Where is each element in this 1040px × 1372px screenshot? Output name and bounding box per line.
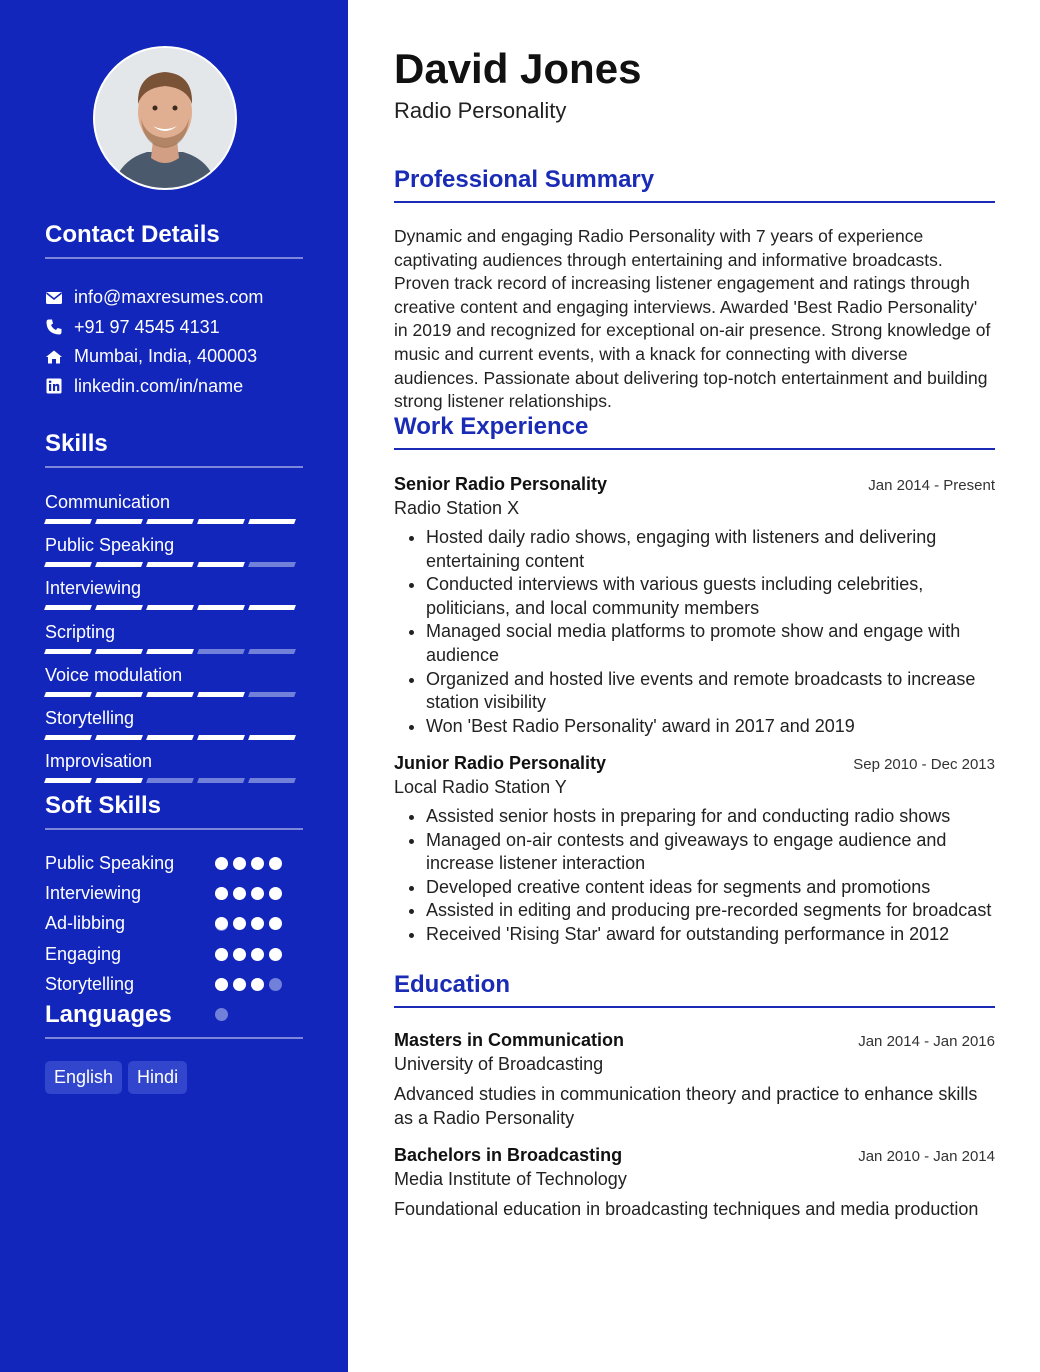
contact-email-text: info@maxresumes.com (74, 287, 264, 308)
skill-level-segment (146, 519, 194, 524)
contact-address (45, 342, 303, 372)
skill-level-segment (44, 692, 92, 697)
skill-level-segment (44, 649, 92, 654)
soft-skill-rating (215, 948, 282, 961)
soft-skill-item (45, 878, 303, 908)
job-bullet: • Managed social media platforms to promote show and engage with audience (426, 620, 995, 667)
skill-level-segment (146, 605, 194, 610)
rating-dot (233, 948, 246, 961)
contact-email[interactable] (45, 283, 303, 313)
rating-dot (215, 857, 228, 870)
skill-item (45, 663, 303, 706)
skill-name: Public Speaking (45, 535, 175, 556)
job-title: Junior Radio Personality (394, 753, 607, 773)
education-description: Foundational education in broadcasting techniques and media production (394, 1199, 979, 1219)
skill-level-bar (45, 605, 303, 610)
job-company: Local Radio Station Y (394, 777, 567, 797)
profile-photo (93, 46, 237, 190)
skills-section (45, 430, 303, 792)
rating-dot (269, 917, 282, 930)
school-name: University of Broadcasting (394, 1054, 604, 1074)
degree-title: Bachelors in Broadcasting (394, 1145, 623, 1165)
language-tags (45, 1061, 303, 1094)
skill-level-segment (44, 778, 92, 783)
job-bullet: • Developed creative content ideas for segments and promotions (426, 876, 995, 900)
skill-item (45, 706, 303, 749)
home-icon (45, 348, 63, 366)
skills-list (45, 490, 303, 792)
skill-level-segment (44, 519, 92, 524)
soft-skill-rating (215, 857, 282, 870)
job-bullet: • Organized and hosted live events and remote broadcasts to increase station visibility (426, 668, 995, 715)
job-dates: Jan 2014 - Present (868, 477, 995, 494)
skill-level-segment (197, 562, 245, 567)
soft-skills-section (45, 792, 303, 999)
skill-level-segment (44, 562, 92, 567)
skill-level-bar (45, 519, 303, 524)
summary-text: Dynamic and engaging Radio Personality with 7 years of experience captivating audiences through entertaining and informative broadcasts. Proven track record of increasing listener engagement and ratings through creative content and engaging interviews. Awarded 'Best Radio Personality' in 2019 and recognized for exceptional on-air presence. Strong knowledge of music and current events, with a knack for connecting with diverse audiences. Passionate about delivering top-notch entertainment and building strong listener relationships. (394, 226, 991, 412)
rating-dot (215, 887, 228, 900)
job-dates: Sep 2010 - Dec 2013 (853, 756, 995, 773)
soft-skill-name: Engaging (45, 943, 122, 964)
education-dates: Jan 2014 - Jan 2016 (858, 1033, 995, 1050)
soft-skill-item (45, 939, 303, 969)
skill-level-segment (146, 692, 194, 697)
contact-phone-text: +91 97 4545 4131 (74, 316, 220, 337)
candidate-title: Radio Personality (394, 98, 567, 123)
contact-phone[interactable] (45, 313, 303, 343)
skill-name: Storytelling (45, 707, 135, 728)
rating-dot (269, 978, 282, 991)
experience-heading: Work Experience (394, 413, 995, 450)
rating-dot (215, 948, 228, 961)
skill-level-segment (44, 735, 92, 740)
language-tag: Hindi (128, 1061, 187, 1094)
rating-dot (269, 857, 282, 870)
languages-heading: Languages (45, 1001, 303, 1039)
skills-heading: Skills (45, 430, 303, 468)
skill-level-segment (197, 605, 245, 610)
skill-level-segment (95, 519, 143, 524)
languages-section (45, 1001, 303, 1094)
soft-skill-name: Interviewing (45, 882, 142, 903)
skill-level-segment (146, 649, 194, 654)
job-bullet: • Received 'Rising Star' award for outstanding performance in 2012 (426, 923, 995, 947)
soft-skill-rating (215, 917, 282, 930)
rating-dot (251, 978, 264, 991)
school-name: Media Institute of Technology (394, 1169, 627, 1189)
job-bullet: • Assisted senior hosts in preparing for and conducting radio shows (426, 805, 995, 829)
skill-level-segment (248, 735, 296, 740)
rating-dot (215, 917, 228, 930)
skill-level-segment (197, 735, 245, 740)
education-entry (394, 1145, 995, 1222)
skill-level-segment (146, 778, 194, 783)
linkedin-icon (45, 377, 63, 395)
skill-level-segment (146, 735, 194, 740)
skill-level-segment (197, 778, 245, 783)
rating-dot (251, 948, 264, 961)
soft-skill-name: Ad-libbing (45, 913, 126, 934)
skill-level-bar (45, 778, 303, 783)
language-tag: English (45, 1061, 122, 1094)
education-entry (394, 1030, 995, 1130)
candidate-name: David Jones (394, 45, 642, 92)
skill-name: Improvisation (45, 751, 153, 772)
skill-level-segment (95, 778, 143, 783)
skill-item (45, 749, 303, 792)
education-dates: Jan 2010 - Jan 2014 (858, 1148, 995, 1165)
job-entry (394, 474, 995, 738)
job-bullet: • Managed on-air contests and giveaways to engage audience and increase listener interaction (426, 829, 995, 876)
envelope-icon (45, 289, 63, 307)
education-heading: Education (394, 971, 995, 1008)
skill-level-bar (45, 649, 303, 654)
skill-level-bar (45, 692, 303, 697)
skill-level-segment (197, 519, 245, 524)
skill-level-segment (248, 649, 296, 654)
job-bullets (394, 805, 995, 947)
contact-address-text: Mumbai, India, 400003 (74, 346, 258, 367)
rating-dot (233, 917, 246, 930)
job-title: Senior Radio Personality (394, 474, 608, 494)
job-bullet: • Won 'Best Radio Personality' award in 2017 and 2019 (426, 715, 995, 739)
skill-name: Communication (45, 492, 171, 512)
skill-item (45, 620, 303, 663)
skill-level-segment (95, 605, 143, 610)
skill-level-segment (248, 692, 296, 697)
job-company: Radio Station X (394, 498, 520, 518)
rating-dot (233, 978, 246, 991)
rating-dot (233, 887, 246, 900)
soft-skill-item (45, 909, 303, 939)
job-entry (394, 753, 995, 947)
skill-item (45, 490, 303, 533)
contact-section (45, 221, 303, 401)
skill-level-segment (248, 562, 296, 567)
skill-item (45, 533, 303, 576)
skill-level-segment (197, 649, 245, 654)
job-bullet: • Assisted in editing and producing pre-recorded segments for broadcast (426, 899, 995, 923)
skill-level-segment (248, 605, 296, 610)
job-bullets (394, 526, 995, 738)
job-bullet: • Hosted daily radio shows, engaging with listeners and delivering entertaining content (426, 526, 995, 573)
skill-name: Interviewing (45, 578, 142, 599)
soft-skill-name: Public Speaking (45, 852, 175, 873)
phone-icon (45, 318, 63, 336)
soft-skills-heading: Soft Skills (45, 792, 303, 830)
job-bullet: • Conducted interviews with various guests including celebrities, politicians, and local community members (426, 573, 995, 620)
person-avatar-icon (95, 48, 235, 188)
contact-linkedin-text: linkedin.com/in/name (74, 375, 244, 396)
contact-heading: Contact Details (45, 221, 303, 259)
soft-skill-name: Storytelling (45, 973, 135, 994)
education-description: Advanced studies in communication theory and practice to enhance skills as a Radio Personality (394, 1084, 978, 1128)
rating-dot (251, 887, 264, 900)
skill-level-bar (45, 735, 303, 740)
rating-dot (215, 978, 228, 991)
skill-level-segment (95, 692, 143, 697)
summary-heading: Professional Summary (394, 166, 995, 203)
sidebar (0, 0, 348, 1372)
skill-name: Voice modulation (45, 664, 183, 685)
skill-item (45, 576, 303, 619)
skill-level-bar (45, 562, 303, 567)
soft-skill-rating (215, 887, 282, 900)
rating-dot (269, 887, 282, 900)
skill-level-segment (95, 735, 143, 740)
rating-dot (269, 948, 282, 961)
skill-level-segment (146, 562, 194, 567)
soft-skill-item (45, 848, 303, 878)
skill-level-segment (248, 519, 296, 524)
skill-name: Scripting (45, 621, 116, 642)
rating-dot (233, 857, 246, 870)
skill-level-segment (44, 605, 92, 610)
soft-skill-rating (215, 978, 282, 991)
soft-skill-item (45, 969, 303, 999)
rating-dot (251, 857, 264, 870)
soft-skills-list (45, 848, 303, 999)
skill-level-segment (248, 778, 296, 783)
rating-dot (251, 917, 264, 930)
skill-level-segment (95, 649, 143, 654)
degree-title: Masters in Communication (394, 1030, 625, 1050)
skill-level-segment (197, 692, 245, 697)
contact-linkedin[interactable] (45, 372, 303, 402)
skill-level-segment (95, 562, 143, 567)
